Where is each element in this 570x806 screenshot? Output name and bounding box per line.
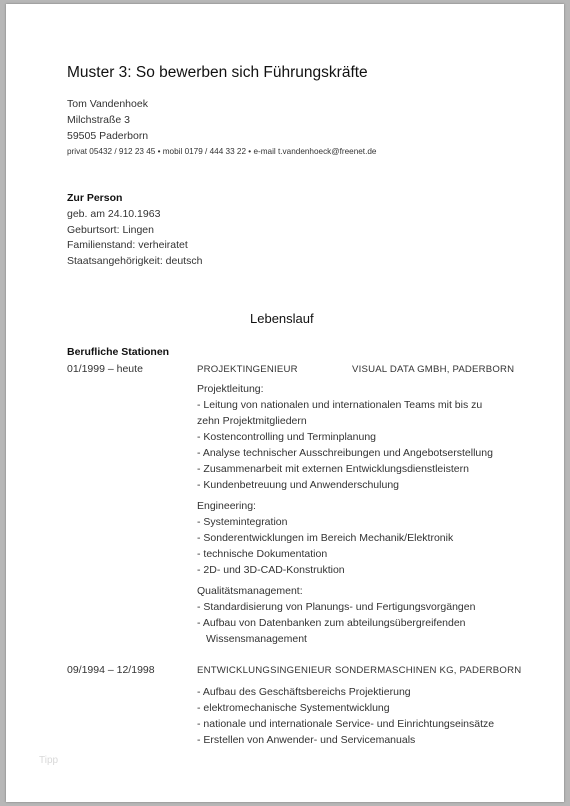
list-item: - nationale und internationale Service- und Einrichtungseinsätze [197, 718, 495, 730]
section-title-lebenslauf: Lebenslauf [250, 311, 314, 326]
stations-heading: Berufliche Stationen [67, 346, 170, 358]
list-item: - Kostencontrolling und Terminplanung [197, 431, 377, 443]
job2-period: 09/1994 – 12/1998 [67, 664, 155, 676]
list-item: - 2D- und 3D-CAD-Konstruktion [197, 564, 345, 576]
job2-role: ENTWICKLUNGSINGENIEUR [197, 665, 332, 676]
person-nationality: Staatsangehörigkeit: deutsch [67, 255, 203, 267]
contact-phone-email: privat 05432 / 912 23 45 • mobil 0179 / 444 33 22 • e-mail t.vandenhoeck@freenet.de [67, 147, 377, 156]
list-item: - Standardisierung von Planungs- und Fertigungsvorgängen [197, 601, 476, 613]
contact-street: Milchstraße 3 [67, 114, 131, 126]
person-heading: Zur Person [67, 192, 123, 204]
person-birthplace: Geburtsort: Lingen [67, 224, 154, 236]
list-item: Wissensmanagement [206, 633, 307, 645]
watermark: Tipp [39, 755, 59, 766]
list-item: - elektromechanische Systementwicklung [197, 702, 390, 714]
list-item: - Zusammenarbeit mit externen Entwicklungsdienstleistern [197, 463, 469, 475]
job2-company: SONDERMASCHINEN KG, PADERBORN [335, 665, 522, 676]
job1-group2-heading: Engineering: [197, 500, 256, 512]
job1-role: PROJEKTINGENIEUR [197, 364, 298, 375]
list-item: - Systemintegration [197, 516, 288, 528]
person-birth: geb. am 24.10.1963 [67, 208, 161, 220]
list-item: zehn Projektmitgliedern [197, 415, 307, 427]
contact-city: 59505 Paderborn [67, 130, 149, 142]
contact-name: Tom Vandenhoek [67, 98, 148, 110]
job1-group3-heading: Qualitätsmanagement: [197, 585, 303, 597]
job1-company: VISUAL DATA GMBH, PADERBORN [352, 364, 515, 375]
list-item: - Analyse technischer Ausschreibungen und Angebotserstellung [197, 447, 493, 459]
list-item: - Aufbau des Geschäftsbereichs Projektierung [197, 686, 411, 698]
job1-period: 01/1999 – heute [67, 363, 143, 375]
list-item: - Leitung von nationalen und internationalen Teams mit bis zu [197, 399, 483, 411]
list-item: - Aufbau von Datenbanken zum abteilungsübergreifenden [197, 617, 466, 629]
page-title: Muster 3: So bewerben sich Führungskräfte [67, 64, 368, 81]
list-item: - technische Dokumentation [197, 548, 328, 560]
list-item: - Sonderentwicklungen im Bereich Mechanik/Elektronik [197, 532, 454, 544]
person-family: Familienstand: verheiratet [67, 239, 188, 251]
job1-group1-heading: Projektleitung: [197, 383, 264, 395]
list-item: - Kundenbetreuung und Anwenderschulung [197, 479, 399, 491]
list-item: - Erstellen von Anwender- und Servicemanuals [197, 734, 416, 746]
document-page [6, 4, 564, 802]
